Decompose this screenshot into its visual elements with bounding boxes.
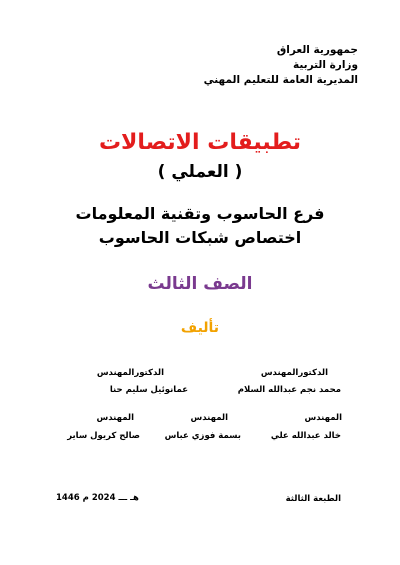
specialty-name: اختصاص شبكات الحاسوب bbox=[98, 228, 302, 247]
author-title: المهندس bbox=[96, 413, 134, 423]
author-name: محمد نجم عبدالله السلام bbox=[237, 385, 341, 395]
branch-name: فرع الحاسوب وتقنية المعلومات bbox=[75, 204, 325, 223]
author-name: عمانوئيل سليم حنا bbox=[109, 385, 188, 395]
book-title: تطبيقات الاتصالات bbox=[98, 130, 302, 155]
author-title: الدكتورالمهندس bbox=[96, 368, 164, 378]
author-name: بسمة فوزي عباس bbox=[164, 431, 241, 441]
authorship-label: تأليف bbox=[180, 320, 220, 336]
directorate-name: المديرية العامة للتعليم المهني bbox=[203, 74, 358, 86]
author-name: خالد عبدالله علي bbox=[270, 431, 341, 441]
author-title: الدكتورالمهندس bbox=[260, 368, 328, 378]
grade-level: الصف الثالث bbox=[147, 274, 253, 294]
author-title: المهندس bbox=[304, 413, 342, 423]
author-name: صالح كريول ساير bbox=[67, 431, 140, 441]
author-title: المهندس bbox=[190, 413, 228, 423]
ministry-name: وزارة التربية bbox=[292, 59, 358, 71]
edition-label: الطبعة الثالثة bbox=[285, 494, 341, 504]
publication-year: 1446 هـ ـــ 2024 م bbox=[56, 493, 139, 503]
country-name: جمهورية العراق bbox=[276, 44, 358, 56]
book-subtitle: ( العملي ) bbox=[157, 162, 243, 182]
